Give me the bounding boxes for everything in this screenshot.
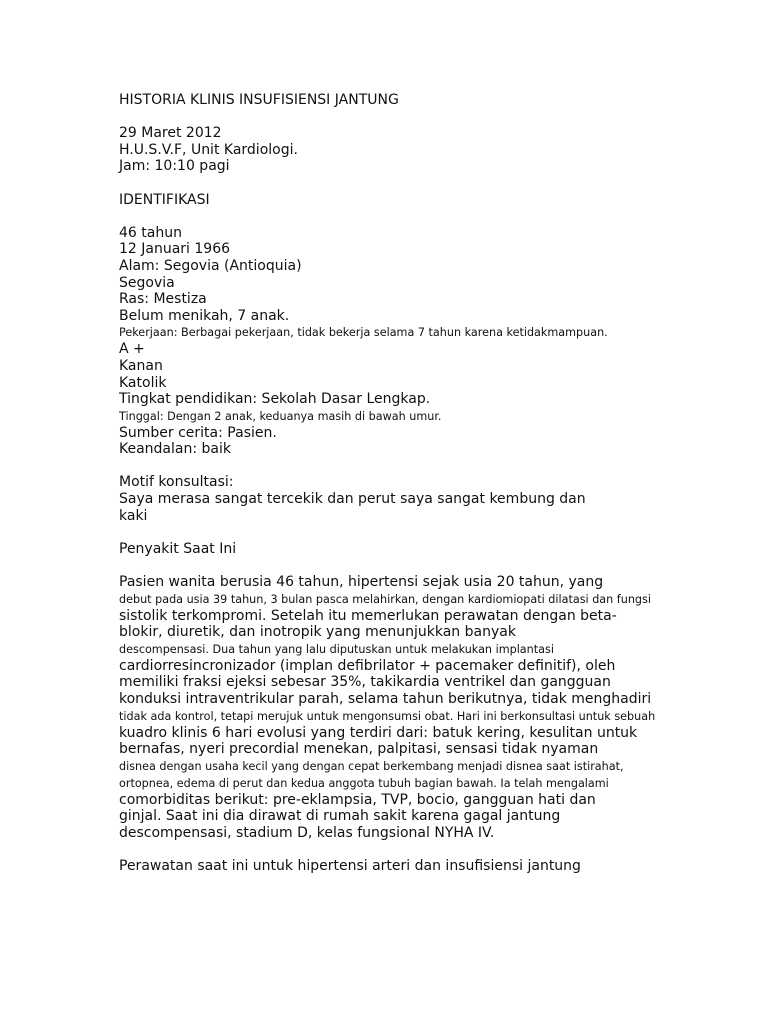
illness-text-line: bernafas, nyeri precordial menekan, palpitasi, sensasi tidak nyaman — [119, 741, 599, 758]
consultation-heading: Motif konsultasi: — [119, 474, 234, 491]
illness-text-line: sistolik terkompromi. Setelah itu memerlukan perawatan dengan beta- — [119, 607, 617, 624]
patient-city: Segovia — [119, 274, 175, 291]
patient-birth-date: 12 Januari 1966 — [119, 241, 231, 258]
spacer — [119, 458, 719, 475]
history-source: Sumber cerita: Pasien. — [119, 424, 277, 441]
patient-occupation: Pekerjaan: Berbagai pekerjaan, tidak bekerja selama 7 tahun karena ketidakmampuan. — [119, 326, 608, 340]
spacer — [119, 557, 719, 574]
illness-text-line: descompensasi, stadium D, kelas fungsional NYHA IV. — [119, 824, 495, 841]
illness-text-line: blokir, diuretik, dan inotropik yang menunjukkan banyak — [119, 624, 516, 641]
patient-religion: Katolik — [119, 374, 167, 391]
document-location: H.U.S.V.F, Unit Kardiologi. — [119, 141, 298, 158]
patient-blood-type: A + — [119, 341, 145, 358]
document-page — [119, 92, 719, 875]
history-reliability: Keandalan: baik — [119, 441, 231, 458]
patient-marital-status: Belum menikah, 7 anak. — [119, 307, 290, 324]
illness-text-line: comorbiditas berikut: pre-eklampsia, TVP, bocio, gangguan hati dan — [119, 791, 596, 808]
illness-text-line: ortopnea, edema di perut dan kedua anggota tubuh bagian bawah. Ia telah mengalami — [119, 776, 609, 790]
illness-text-line: debut pada usia 39 tahun, 3 bulan pasca melahirkan, dengan kardiomiopati dilatasi dan fungsi — [119, 592, 651, 606]
patient-race: Ras: Mestiza — [119, 291, 207, 308]
illness-text-line: ginjal. Saat ini dia dirawat di rumah sakit karena gagal jantung — [119, 808, 561, 825]
illness-text-line: disnea dengan usaha kecil yang dengan cepat berkembang menjadi disnea saat istirahat, — [119, 759, 624, 773]
patient-handedness: Kanan — [119, 357, 163, 374]
illness-text-line: cardiorresincronizador (implan defibrilator + pacemaker definitif), oleh — [119, 657, 616, 674]
illness-text-line: tidak ada kontrol, tetapi merujuk untuk mengonsumsi obat. Hari ini berkonsultasi untuk sebuah — [119, 709, 656, 723]
document-time: Jam: 10:10 pagi — [119, 158, 230, 175]
illness-text-line: Pasien wanita berusia 46 tahun, hipertensi sejak usia 20 tahun, yang — [119, 574, 604, 591]
spacer — [119, 175, 719, 192]
illness-text-line: descompensasi. Dua tahun yang lalu diputuskan untuk melakukan implantasi — [119, 642, 554, 656]
illness-text-line: kuadro klinis 6 hari evolusi yang terdiri dari: batuk kering, kesulitan untuk — [119, 724, 638, 741]
identification-heading: IDENTIFIKASI — [119, 191, 210, 208]
current-treatment: Perawatan saat ini untuk hipertensi arteri dan insufisiensi jantung — [119, 858, 581, 875]
current-illness-heading: Penyakit Saat Ini — [119, 540, 237, 557]
spacer — [119, 524, 719, 541]
spacer — [119, 109, 719, 126]
spacer — [119, 842, 719, 859]
spacer — [119, 208, 719, 225]
patient-education: Tingkat pendidikan: Sekolah Dasar Lengkap. — [119, 391, 431, 408]
patient-address: Alam: Segovia (Antioquia) — [119, 257, 302, 274]
document-date: 29 Maret 2012 — [119, 125, 222, 142]
patient-age: 46 tahun — [119, 224, 182, 241]
illness-text-line: memiliki fraksi ejeksi sebesar 35%, takikardia ventrikel dan gangguan — [119, 674, 611, 691]
illness-text-line: konduksi intraventrikular parah, selama tahun berikutnya, tidak menghadiri — [119, 691, 652, 707]
consultation-text-line: kaki — [119, 507, 148, 524]
patient-lives-with: Tinggal: Dengan 2 anak, keduanya masih di bawah umur. — [119, 409, 442, 423]
consultation-text-line: Saya merasa sangat tercekik dan perut saya sangat kembung dan — [119, 491, 586, 508]
document-title: HISTORIA KLINIS INSUFISIENSI JANTUNG — [119, 92, 399, 108]
